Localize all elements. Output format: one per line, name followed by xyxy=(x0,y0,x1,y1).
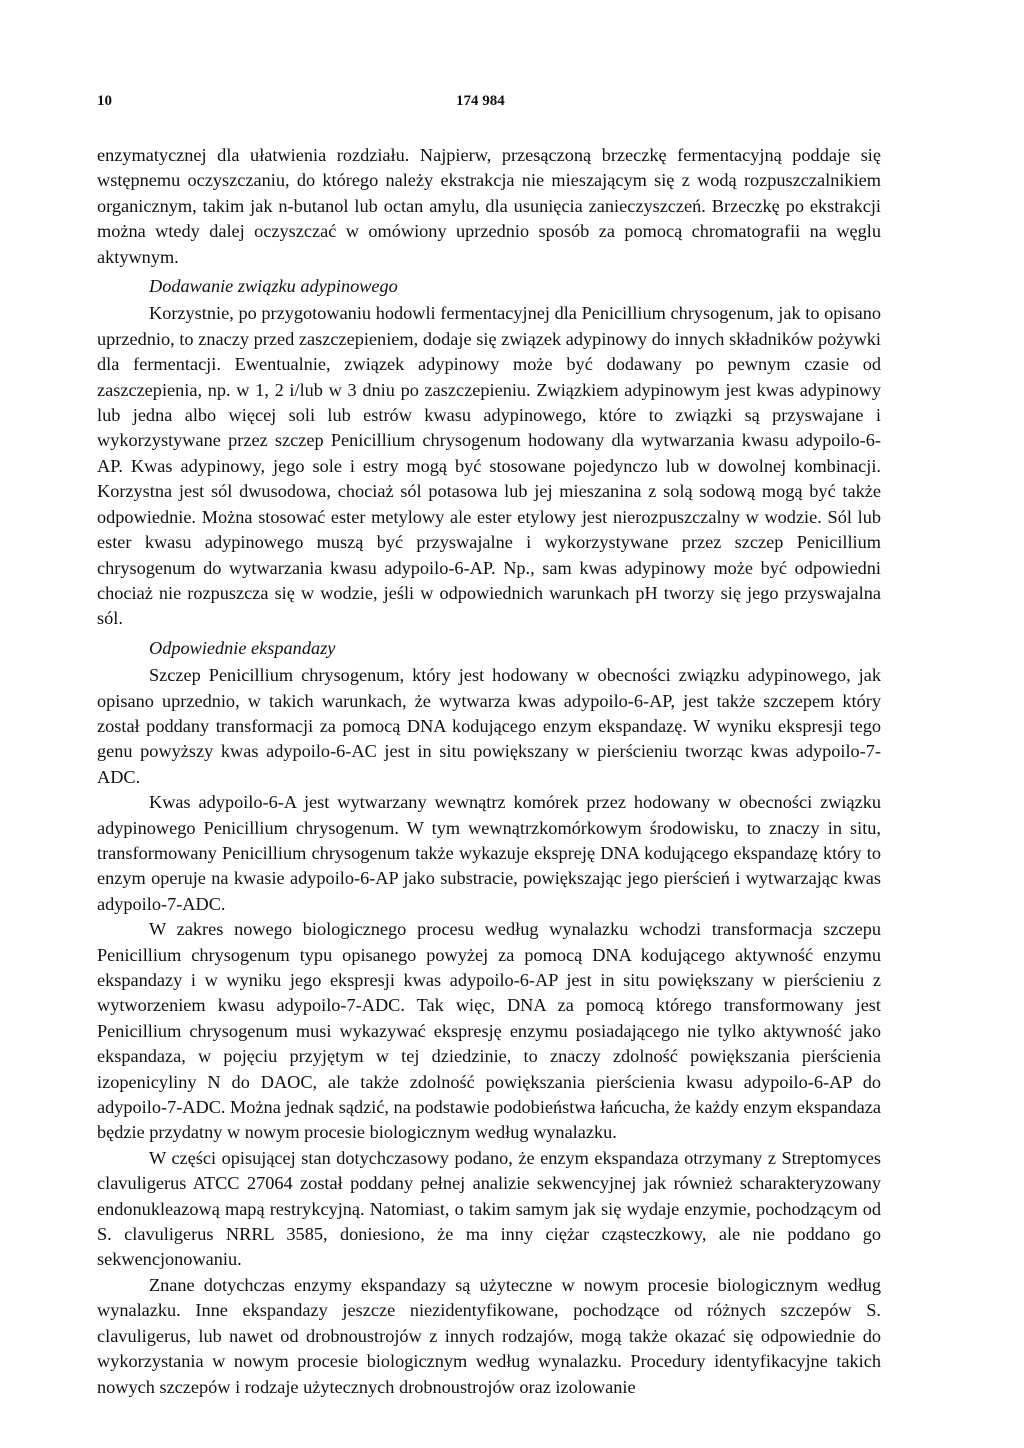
page-number: 10 xyxy=(97,93,112,109)
section-heading-adipic-compound: Dodawanie związku adypinowego xyxy=(149,276,398,297)
patent-number: 174 984 xyxy=(456,93,505,109)
paragraph-prior-art: W części opisującej stan dotychczasowy podano, że enzym ekspandaza otrzymany z Streptomyces clavuligerus ATCC 27064 został poddany pełnej analizie sekwencyjnej jak również scharakteryzowany endonukleazową mapą restrykcyjną. Natomiast, o takim samym jak się wydaje enzymie, pochodzącym od S. clavuligerus NRRL 3585, doniesiono, że ma inny ciężar cząsteczkowy, ale nie poddano go sekwencjonowaniu. xyxy=(97,1147,881,1270)
body-text xyxy=(97,143,881,1400)
paragraph-transformation: W zakres nowego biologicznego procesu według wynalazku wchodzi transformacja szczepu Penicillium chrysogenum typu opisanego powyżej za pomocą DNA kodującego aktywność enzymu ekspandazy i w wyniku jego ekspresji kwas adypoilo-6-AP jest in situ powiększany w pierścieniu z wytworzeniem kwasu adypoilo-7-ADC. Tak więc, DNA za pomocą którego transformowany jest Penicillium chrysogenum musi wykazywać ekspresję enzymu posiadającego nie tylko aktywność jako ekspandaza, w pojęciu przyjętym w tej dziedzinie, to znaczy zdolność powiększania pierścienia izopenicyliny N do DAOC, ale także zdolność powiększania pierścienia kwasu adypoilo-6-AP do adypoilo-7-ADC. Można jednak sądzić, na podstawie podobieństwa łańcucha, że każdy enzym ekspandaza będzie przydatny w nowym procesie biologicznym według wynalazku. xyxy=(97,919,881,1143)
paragraph-known-enzymes: Znane dotychczas enzymy ekspandazy są użyteczne w nowym procesie biologicznym według wynalazku. Inne ekspandazy jeszcze niezidentyfikowane, pochodzące od różnych szczepów S. clavuligerus, lub nawet od drobnoustrojów z innych rodzajów, mogą także okazać się odpowiednie do wykorzystania w nowym procesie biologicznym według wynalazku. Procedury identyfikacyjne takich nowych szczepów i rodzaje użytecznych drobnoustrojów oraz izolowanie xyxy=(97,1274,881,1397)
paragraph-intracellular: Kwas adypoilo-6-A jest wytwarzany wewnątrz komórek przez hodowany w obecności związku adypinowego Penicillium chrysogenum. W tym wewnątrzkomórkowym środowisku, to znaczy in situ, transformowany Penicillium chrysogenum także wykazuje ekspreję DNA kodującego ekspandazę który to enzym operuje na kwasie adypoilo-6-AP jako substracie, powiększając jego pierścień i wytwarzając kwas adypoilo-7-ADC. xyxy=(97,792,881,914)
section-heading-expandases: Odpowiednie ekspandazy xyxy=(149,637,336,658)
paragraph-continuation: enzymatycznej dla ułatwienia rozdziału. Najpierw, przesączoną brzeczkę fermentacyjną poddaje się wstępnemu oczyszczaniu, do którego należy ekstrakcja nie mieszającym się z wodą rozpuszczalnikiem organicznym, takim jak n-butanol lub octan amylu, dla usunięcia zanieczyszczeń. Brzeczkę po ekstrakcji można wtedy dalej oczyszczać w omówiony uprzednio sposób za pomocą chromatografii na węglu aktywnym. xyxy=(97,145,881,267)
paragraph-adipic-compound: Korzystnie, po przygotowaniu hodowli fermentacyjnej dla Penicillium chrysogenum, jak to opisano uprzednio, to znaczy przed zaszczepieniem, dodaje się związek adypinowy do innych składników pożywki dla fermentacji. Ewentualnie, związek adypinowy może być dodawany po pewnym czasie od zaszczepienia, np. w 1, 2 i/lub w 3 dniu po zaszczepieniu. Związkiem adypinowym jest kwas adypinowy lub jedna albo więcej soli lub estrów kwasu adypinowego, które to związki są przyswajane i wykorzystywane przez szczep Penicillium chrysogenum hodowany dla wytwarzania kwasu adypoilo-6-AP. Kwas adypinowy, jego sole i estry mogą być stosowane pojedynczo lub w dowolnej kombinacji. Korzystna jest sól dwusodowa, chociaż sól potasowa lub jej mieszanina z solą sodową mogą być także odpowiednie. Można stosować ester metylowy ale ester etylowy jest nierozpuszczalny w wodzie. Sól lub ester kwasu adypinowego muszą być przyswajalne i wykorzystywane przez szczep Penicillium chrysogenum do wytwarzania kwasu adypoilo-6-AP. Np., sam kwas adypinowy może być odpowiedni chociaż nie rozpuszcza się w wodzie, jeśli w odpowiednich warunkach pH tworzy się jego przyswajalna sól. xyxy=(97,303,881,629)
paragraph-expandase-strain: Szczep Penicillium chrysogenum, który jest hodowany w obecności związku adypinowego, jak opisano uprzednio, w takich warunkach, że wytwarza kwas adypoilo-6-AP, jest także szczepem który został poddany transformacji za pomocą DNA kodującego enzym ekspandazę. W wyniku ekspresji tego genu powyższy kwas adypoilo-6-AC jest in situ powiększany w pierścieniu tworząc kwas adypoilo-7-ADC. xyxy=(97,665,881,787)
